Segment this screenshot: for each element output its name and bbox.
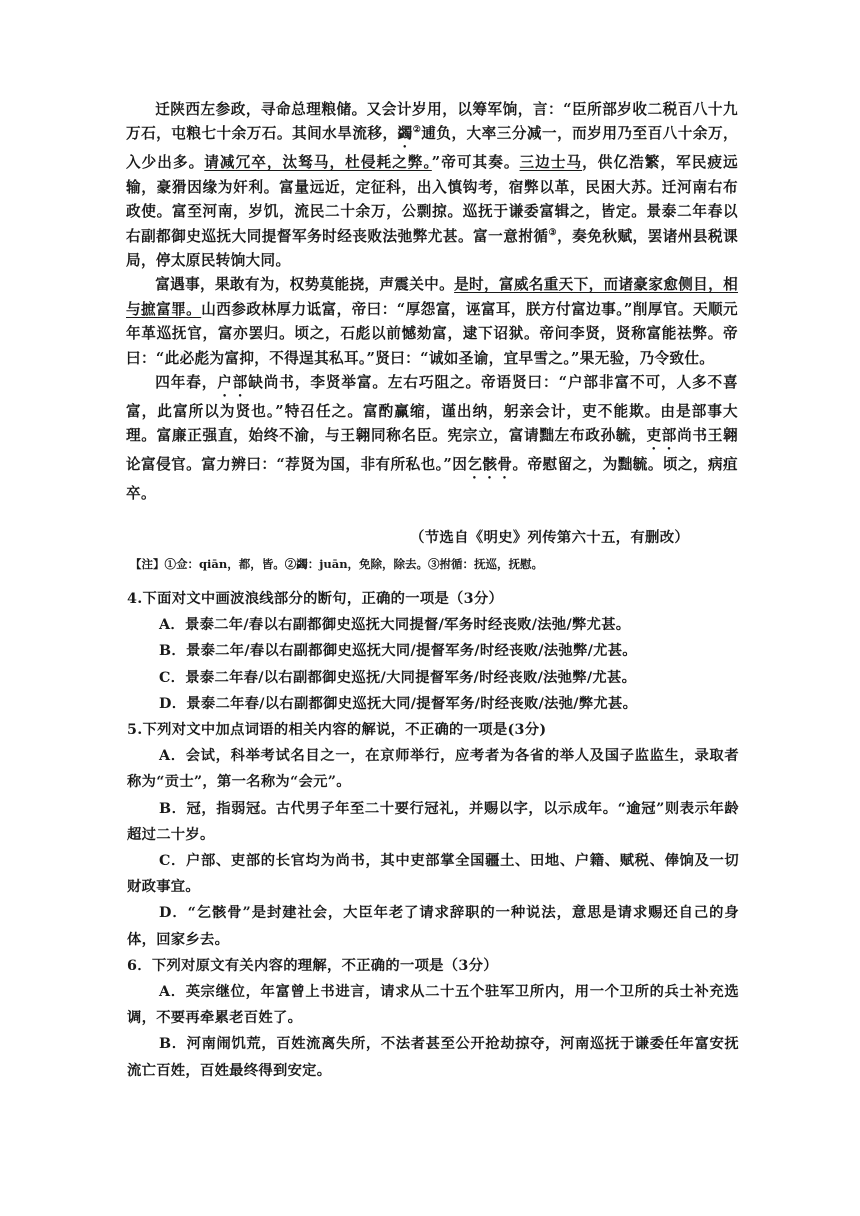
passage-text: ，供亿浩繁，军民疲远输，豪猾因缘为奸利。富量远近，定征科，出入慎钩考，宿弊以革，民困大苏。迁河南右布政使。富至河南，岁饥，流民二十余万，公剽掠。巡抚于谦委富辑之，皆定。 [126, 154, 738, 221]
question-5-option-a[interactable]: A．会试，科举考试名目之一，在京师举行，应考者为各省的举人及国子监监生，录取者称为“贡士”，第一名称为“会元”。 [127, 748, 739, 791]
dotted-term: 户部 [217, 374, 249, 392]
passage-text: 尚书王翱论富侵官。富力辨曰：“荐贤为国，非有所私也。”因 [126, 427, 738, 474]
footnote-marker: ② [412, 125, 422, 136]
passage-paragraph-1 [126, 98, 738, 273]
question-5-option-d[interactable]: D．“乞骸骨”是封建社会，大臣年老了请求辞职的一种说法，意思是请求赐还自己的身体，回家乡去。 [127, 905, 739, 948]
question-5-option-c[interactable]: C．户部、吏部的长官均为尚书，其中吏部掌全国疆土、田地、户籍、赋税、俸饷及一切财政事宜。 [127, 853, 739, 896]
wavy-underlined-sentence: 景泰二年春以右副都御史巡抚大同提督军务时经丧败法弛弊尤甚 [126, 203, 738, 245]
questions-section [127, 586, 739, 1084]
passage-text: 逋负，大率三分减一，而岁用乃至百八十余万，入少出多。 [126, 125, 739, 172]
passage-text: ”帝可其奏。 [431, 154, 520, 172]
underlined-phrase: 三边士马 [519, 154, 583, 172]
question-4-stem: 4.下面对文中画波浪线部分的断句，正确的一项是（3分） [127, 591, 504, 607]
classical-chinese-passage [126, 98, 738, 507]
question-6-option-b[interactable]: B．河南闹饥荒，百姓流离失所，不法者甚至公开抢劫掠夺，河南巡抚于谦委任年富安抚流亡百姓，百姓最终得到安定。 [127, 1036, 739, 1079]
question-6-option-a[interactable]: A．英宗继位，年富曾上书进言，请求从二十五个驻军卫所内，用一个卫所的兵士补充选调，不要再牵累老百姓了。 [127, 984, 739, 1027]
passage-text: 山西参政林厚力诋富，帝曰：“厚怨富，诬富耳，朕方付富边事。”削厚官。天顺元年革巡抚官，富亦罢归。顷之，石彪以前憾劾富，逮下诏狱。帝问李贤，贤称富能祛弊。帝曰：“此必彪为富抑，不得逞其私耳。”贤曰：“诚如圣谕，宜早雪之。”果无验，乃令致仕。 [126, 300, 738, 367]
question-5-stem: 5.下列对文中加点词语的相关内容的解说，不正确的一项是(3分) [127, 722, 547, 739]
question-4-option-a[interactable]: A．景泰二年/春以右副都御史巡抚大同提督/军务时经丧败/法弛/弊尤甚。 [159, 617, 631, 634]
question-6-stem: 6．下列对原文有关内容的理解，不正确的一项是（3分） [127, 957, 498, 974]
footnote-marker: ③ [548, 227, 558, 238]
passage-text: 。富一意拊循 [457, 227, 549, 245]
annotated-term: 蠲 [397, 125, 413, 143]
passage-text: 四年春， [155, 374, 218, 392]
question-4-option-d[interactable]: D．景泰二年春/以右副都御史巡抚大同/提督军务/时经丧败/法弛/弊尤甚。 [159, 695, 638, 712]
passage-text: 迁陕西左参政，寻命总理粮储。又会计岁用，以筹军饷，言：“臣所部岁收二税百八十九万石，屯粮七十余万石。其间水旱流移， [126, 101, 738, 143]
dotted-term: 吏部 [646, 427, 678, 445]
question-4-option-c[interactable]: C．景泰二年春/以右副都御史巡抚/大同提督军务/时经丧败/法弛弊/尤甚。 [159, 669, 637, 686]
passage-text: 富遇事，果敢有为，权势莫能挠，声震关中。 [155, 276, 455, 294]
question-5-option-b[interactable]: B．冠，指弱冠。古代男子年至二十要行冠礼，并赐以字，以示成年。“逾冠”则表示年龄超过二十岁。 [127, 800, 739, 843]
question-4-option-b[interactable]: B．景泰二年/春以右副都御史巡抚大同/提督军务/时经丧败/法弛弊/尤甚。 [159, 643, 637, 660]
passage-paragraph-3 [126, 371, 738, 507]
passage-text: ，奏免秋赋，罢诸州县税课局，停太原民转饷大同。 [126, 227, 739, 270]
footnote: 【注】①佥：qiān，都，皆。②蠲：juān，免除，除去。③拊循：抚巡，抚慰。 [130, 557, 544, 571]
dotted-term: 乞骸骨 [467, 456, 513, 474]
passage-text: 。帝慰留之，为黜毓。顷之，病疽卒。 [126, 456, 738, 503]
underlined-sentence: 是时，富威名重天下，而诸豪家愈侧目，相与摭富罪。 [126, 276, 739, 318]
passage-text: 缺尚书，李贤举富。左右巧阻之。帝语贤曰：“户部非富不可，人多不喜富，此富所以为贤也。”特召任之。富酌赢缩，谨出纳，躬亲会计，吏不能欺。由是部事大理。富廉正强直，始终不渝，与王翱同称名臣。宪宗立，富请黜左布政孙毓， [126, 374, 738, 445]
underlined-sentence: 请减冗卒，汰驽马，杜侵耗之弊。 [204, 154, 432, 172]
source-citation: （节选自《明史》列传第六十五，有删改） [410, 529, 690, 546]
passage-paragraph-2 [126, 273, 738, 371]
